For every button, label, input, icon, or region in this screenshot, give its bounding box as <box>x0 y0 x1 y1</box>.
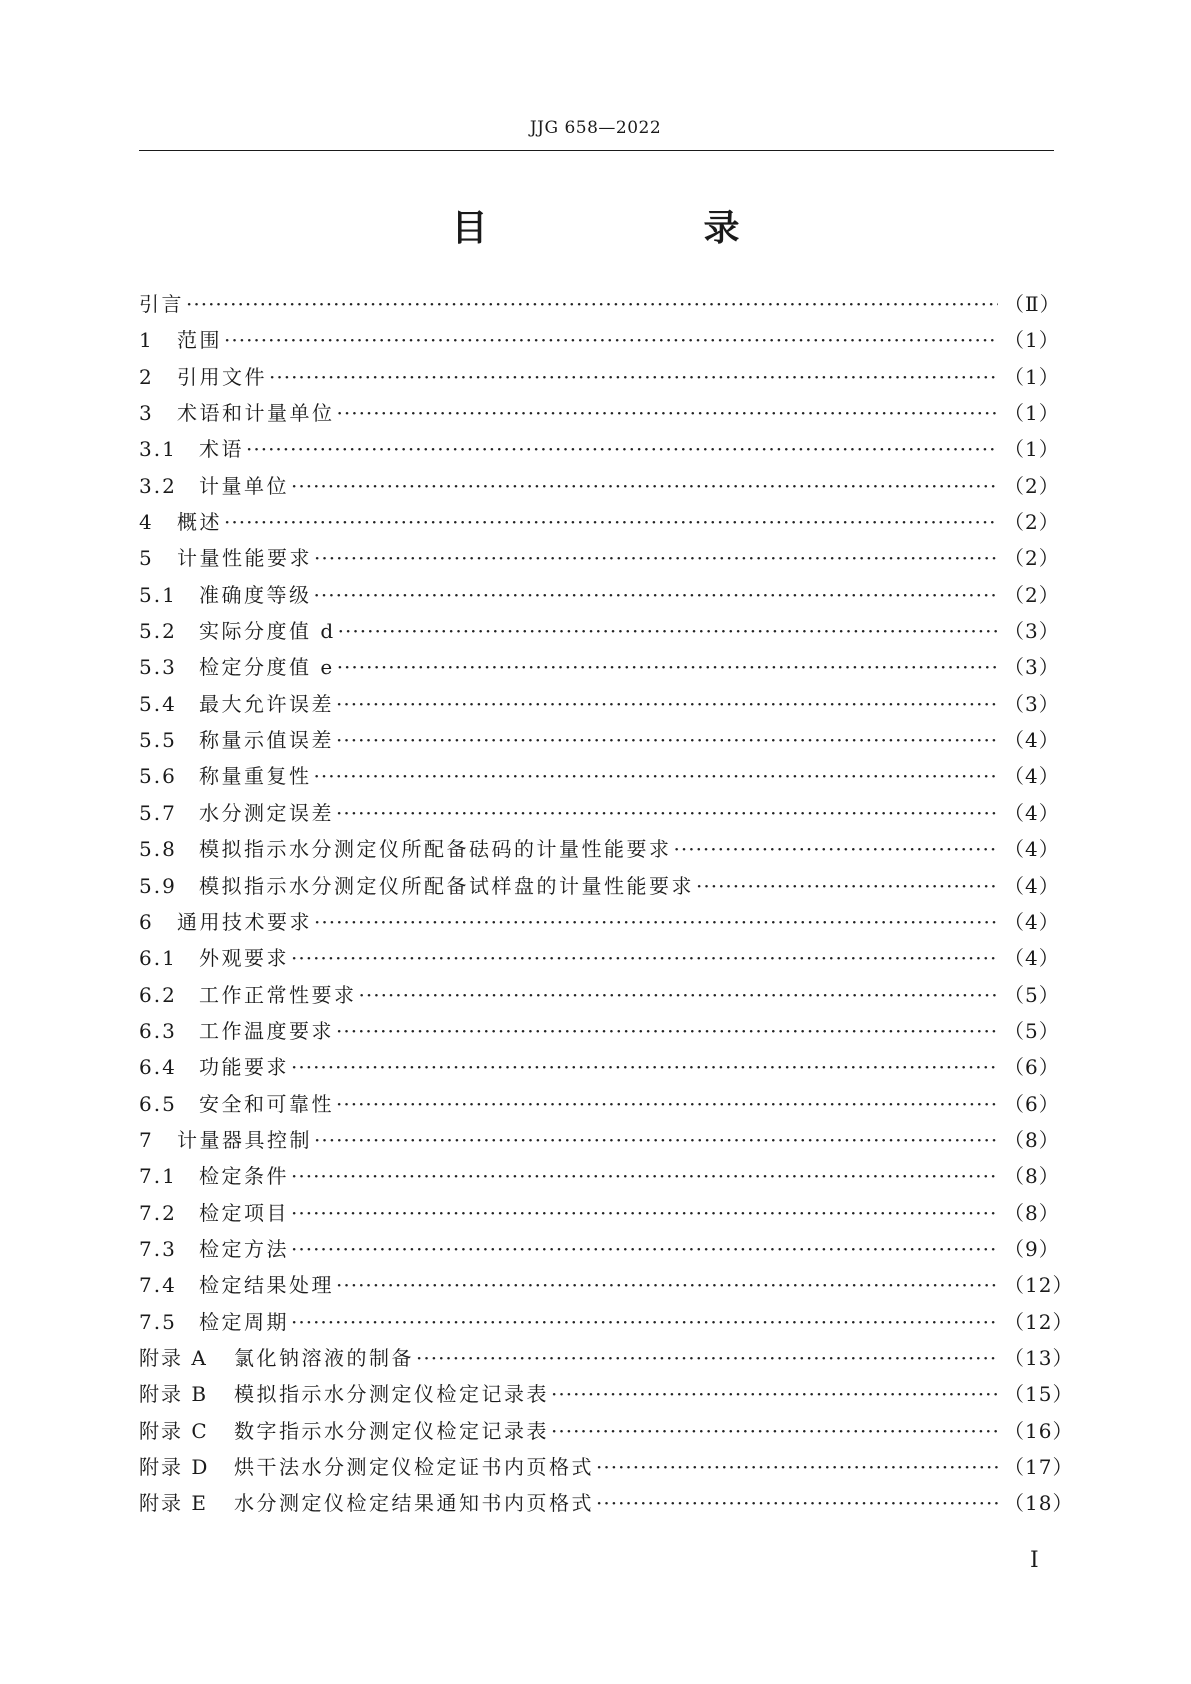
toc-entry-title: 水分测定误差 <box>199 800 334 825</box>
toc-entry-number: 7 <box>139 1127 154 1152</box>
toc-entry-number: 5.4 <box>139 691 177 716</box>
toc-entry-page: （2） <box>1004 582 1060 607</box>
toc-entry-page: （1） <box>1004 364 1060 389</box>
toc-dot-leader <box>291 474 998 498</box>
toc-dot-leader <box>291 1055 998 1079</box>
toc-dot-leader <box>337 655 998 679</box>
toc-entry[interactable] <box>139 1124 1060 1160</box>
toc-dot-leader <box>314 546 998 570</box>
toc-entry-page: （4） <box>1004 837 1060 862</box>
toc-entry[interactable] <box>139 542 1060 578</box>
toc-entry-page: （15） <box>1004 1382 1074 1407</box>
toc-entry-title: 数字指示水分测定仪检定记录表 <box>234 1418 549 1443</box>
toc-entry-page: （16） <box>1004 1418 1074 1443</box>
toc-entry-number: 7.5 <box>139 1309 177 1334</box>
toc-entry-title: 检定周期 <box>199 1309 289 1334</box>
toc-entry-page: （4） <box>1004 800 1060 825</box>
toc-entry-number: 附录 E <box>139 1491 208 1516</box>
toc-entry-title: 计量性能要求 <box>177 546 312 571</box>
toc-entry-number: 6.3 <box>139 1018 177 1043</box>
toc-entry-number: 7.4 <box>139 1273 177 1298</box>
toc-entry-title: 最大允许误差 <box>199 691 334 716</box>
toc-dot-leader <box>291 1237 998 1261</box>
toc-entry[interactable] <box>139 288 1061 324</box>
toc-entry-page: （5） <box>1004 1018 1060 1043</box>
toc-entry-page: （9） <box>1004 1236 1060 1261</box>
toc-entry-number: 附录 D <box>139 1455 210 1479</box>
toc-entry-number: 7.1 <box>139 1164 177 1189</box>
toc-entry-number: 附录 B <box>139 1382 209 1407</box>
toc-entry-number: 6 <box>139 909 154 934</box>
toc-dot-leader <box>291 1164 998 1188</box>
toc-entry-title: 范围 <box>177 328 222 353</box>
toc-entry-title: 模拟指示水分测定仪检定记录表 <box>234 1382 549 1407</box>
toc-entry-title: 术语 <box>199 437 244 462</box>
toc-entry-title: 检定方法 <box>199 1236 289 1261</box>
toc-entry-number: 2 <box>139 364 154 389</box>
toc-dot-leader <box>224 328 998 352</box>
toc-entry-title: 模拟指示水分测定仪所配备试样盘的计量性能要求 <box>199 873 694 898</box>
toc-entry-title: 计量单位 <box>199 473 289 498</box>
toc-entry-number: 3 <box>139 401 154 426</box>
toc-entry-number: 3.2 <box>139 473 177 498</box>
toc-entry[interactable] <box>139 651 1060 687</box>
toc-entry[interactable] <box>139 1306 1074 1342</box>
toc-entry[interactable] <box>139 760 1060 796</box>
toc-dot-leader <box>336 1273 998 1297</box>
toc-entry-page: （6） <box>1004 1091 1060 1116</box>
toc-entry-number: 6.2 <box>139 982 177 1007</box>
toc-entry-number: 5.6 <box>139 764 177 789</box>
toc-entry-page: （4） <box>1004 728 1060 753</box>
toc-entry-number: 5.8 <box>139 837 177 862</box>
toc-dot-leader <box>551 1382 998 1406</box>
toc-entry-title: 烘干法水分测定仪检定证书内页格式 <box>234 1455 594 1479</box>
toc-entry-number: 1 <box>139 328 154 353</box>
toc-entry-number: 5.7 <box>139 800 177 825</box>
toc-entry-page: （3） <box>1004 619 1060 644</box>
toc-entry-number: 附录 C <box>139 1418 209 1443</box>
toc-entry[interactable] <box>139 397 1060 433</box>
toc-entry[interactable] <box>139 688 1060 724</box>
toc-dot-leader <box>224 510 998 534</box>
toc-entry[interactable] <box>139 1051 1060 1087</box>
toc-dot-leader <box>291 1201 998 1225</box>
toc-entry-page: （4） <box>1004 873 1060 898</box>
toc-entry-number: 5.2 <box>139 619 177 644</box>
toc-entry-page: （4） <box>1004 946 1060 971</box>
page-number: Ⅰ <box>1030 1548 1039 1573</box>
toc-entry-title: 外观要求 <box>199 946 289 971</box>
toc-dot-leader <box>186 292 998 316</box>
toc-entry[interactable] <box>139 1342 1074 1378</box>
toc-entry-page: （18） <box>1004 1491 1074 1516</box>
toc-entry[interactable] <box>139 579 1060 615</box>
toc-entry-page: （1） <box>1004 437 1060 462</box>
toc-entry[interactable] <box>139 361 1060 397</box>
toc-entry-page: （2） <box>1004 510 1060 535</box>
toc-entry-page: （2） <box>1004 546 1060 571</box>
toc-entry-title: 水分测定仪检定结果通知书内页格式 <box>234 1491 594 1516</box>
toc-entry-title: 安全和可靠性 <box>199 1091 334 1116</box>
toc-entry[interactable] <box>139 615 1060 651</box>
toc-dot-leader <box>336 801 998 825</box>
toc-entry-page: （Ⅱ） <box>1004 292 1061 316</box>
toc-entry-number: 6.5 <box>139 1091 177 1116</box>
toc-entry[interactable] <box>139 433 1060 469</box>
toc-entry-title: 模拟指示水分测定仪所配备砝码的计量性能要求 <box>199 837 672 862</box>
page-title: 目 录 <box>451 208 830 249</box>
toc-entry-title: 功能要求 <box>199 1055 289 1080</box>
toc-entry-page: （8） <box>1004 1200 1060 1225</box>
toc-entry-page: （17） <box>1004 1455 1074 1479</box>
toc-entry-title: 工作温度要求 <box>199 1018 334 1043</box>
toc-entry-number: 4 <box>139 510 154 535</box>
toc-dot-leader <box>336 1092 998 1116</box>
toc-entry-title: 工作正常性要求 <box>199 982 357 1007</box>
toc-entry-page: （8） <box>1004 1127 1060 1152</box>
toc-dot-leader <box>314 910 998 934</box>
toc-entry-page: （3） <box>1004 655 1060 680</box>
toc-entry[interactable] <box>139 724 1060 760</box>
toc-dot-leader <box>596 1455 998 1479</box>
toc-entry[interactable] <box>139 979 1060 1015</box>
toc-entry-number: 5.5 <box>139 728 177 753</box>
toc-entry-number: 6.1 <box>139 946 177 971</box>
toc-entry-title: 检定条件 <box>199 1164 289 1189</box>
toc-entry[interactable] <box>139 870 1060 906</box>
toc-dot-leader <box>314 1128 998 1152</box>
toc-entry-page: （12） <box>1004 1309 1074 1334</box>
toc-entry-page: （1） <box>1004 328 1060 353</box>
toc-entry[interactable] <box>139 506 1060 542</box>
toc-entry-number: 5 <box>139 546 154 571</box>
toc-dot-leader <box>314 764 999 788</box>
toc-dot-leader <box>269 365 998 389</box>
toc-entry-page: （2） <box>1004 473 1060 498</box>
toc-entry[interactable] <box>139 833 1060 869</box>
toc-entry[interactable] <box>139 1015 1060 1051</box>
toc-entry-page: （13） <box>1004 1345 1074 1370</box>
toc-entry-number: 7.2 <box>139 1200 177 1225</box>
toc-dot-leader <box>336 692 998 716</box>
toc-dot-leader <box>246 437 998 461</box>
toc-entry-page: （12） <box>1004 1273 1074 1298</box>
toc-dot-leader <box>336 728 998 752</box>
toc-dot-leader <box>696 874 998 898</box>
toc-entry-title: 实际分度值 d <box>199 619 336 644</box>
toc-entry-title: 称量重复性 <box>199 764 312 789</box>
toc-entry-number: 3.1 <box>139 437 177 462</box>
toc-entry-page: （3） <box>1004 691 1060 716</box>
toc-entry[interactable] <box>139 942 1060 978</box>
toc-entry[interactable] <box>139 1197 1060 1233</box>
toc-dot-leader <box>291 946 998 970</box>
toc-dot-leader <box>336 1019 998 1043</box>
toc-entry-page: （8） <box>1004 1164 1060 1189</box>
toc-entry[interactable] <box>139 1233 1060 1269</box>
toc-entry-page: （4） <box>1004 909 1060 934</box>
toc-entry-title: 概述 <box>177 510 222 535</box>
toc-dot-leader <box>596 1491 998 1515</box>
toc-entry-title: 计量器具控制 <box>177 1127 312 1152</box>
toc-entry[interactable] <box>139 1487 1074 1523</box>
toc-entry-page: （1） <box>1004 401 1060 426</box>
toc-dot-leader <box>337 401 999 425</box>
toc-entry-title: 称量示值误差 <box>199 728 334 753</box>
toc-entry[interactable] <box>139 1160 1060 1196</box>
toc-entry-page: （4） <box>1004 764 1060 789</box>
toc-entry[interactable] <box>139 470 1060 506</box>
toc-entry-number: 5.1 <box>139 582 177 607</box>
toc-entry-title: 准确度等级 <box>199 582 312 607</box>
toc-entry-title: 术语和计量单位 <box>177 401 335 426</box>
toc-entry-title: 检定项目 <box>199 1200 289 1225</box>
toc-dot-leader <box>291 1310 998 1334</box>
toc-entry[interactable] <box>139 1451 1074 1487</box>
toc-entry[interactable] <box>139 1415 1074 1451</box>
toc-entry-title: 检定分度值 e <box>199 655 335 680</box>
toc-entry[interactable] <box>139 324 1060 360</box>
toc-entry-page: （6） <box>1004 1055 1060 1080</box>
toc-entry-title: 检定结果处理 <box>199 1273 334 1298</box>
toc-entry[interactable] <box>139 1378 1074 1414</box>
toc-dot-leader <box>551 1419 998 1443</box>
toc-entry-number: 5.9 <box>139 873 177 898</box>
toc-entry-title: 通用技术要求 <box>177 909 312 934</box>
toc-entry-title: 氯化钠溶液的制备 <box>234 1345 414 1370</box>
toc-entry-number: 6.4 <box>139 1055 177 1080</box>
header-divider <box>139 150 1054 151</box>
toc-dot-leader <box>674 837 999 861</box>
toc-dot-leader <box>416 1346 998 1370</box>
toc-entry-title: 引用文件 <box>177 364 267 389</box>
document-code: JJG 658—2022 <box>529 118 662 138</box>
table-of-contents <box>139 288 1074 1524</box>
toc-dot-leader <box>338 619 998 643</box>
toc-entry-number: 附录 A <box>139 1345 208 1370</box>
toc-entry-title: 引言 <box>139 292 184 316</box>
toc-entry-number: 7.3 <box>139 1236 177 1261</box>
toc-dot-leader <box>359 983 999 1007</box>
toc-entry-page: （5） <box>1004 982 1060 1007</box>
toc-entry[interactable] <box>139 906 1060 942</box>
toc-entry-number: 5.3 <box>139 655 177 680</box>
toc-entry[interactable] <box>139 1088 1060 1124</box>
toc-dot-leader <box>314 583 999 607</box>
toc-entry[interactable] <box>139 1269 1074 1305</box>
toc-entry[interactable] <box>139 797 1060 833</box>
